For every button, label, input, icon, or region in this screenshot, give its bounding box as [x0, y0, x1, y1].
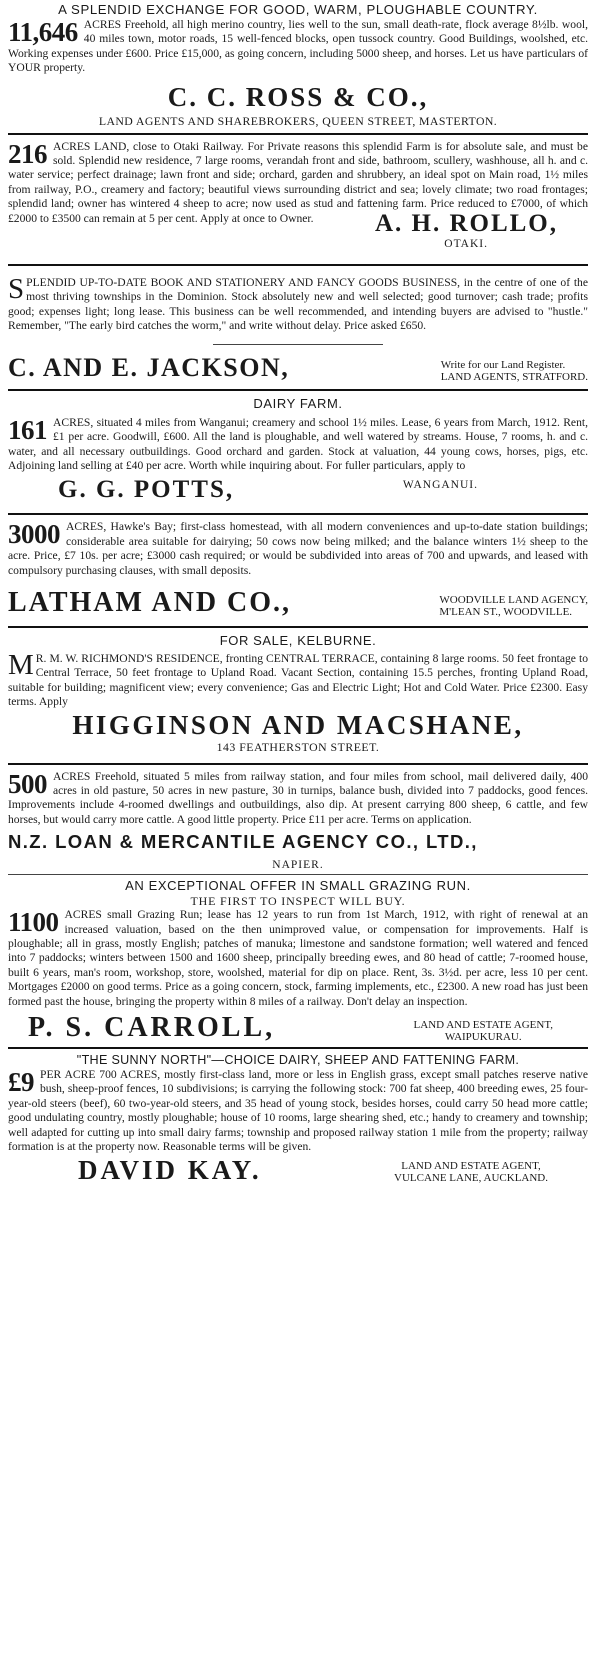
short-divider — [213, 344, 383, 345]
divider — [8, 874, 588, 875]
address-line: VULCANE LANE, AUCKLAND. — [394, 1172, 548, 1185]
ad-text: ACRES Freehold, all high merino country, lies well to the sun, small death-rate, flock average 8½lb. wool, 40 miles town, motor roads, 15 well-fenced blocks, open tussock country. Good Buildings, woolshed, etc. Working expenses under £600. Price £15,000, as going concern, including 5000 sheep, and horses. Let us have particulars of YOUR property. — [8, 18, 588, 75]
advertiser-row — [8, 1156, 588, 1184]
ad-lead-number: 500 — [8, 768, 47, 799]
ad-heading: AN EXCEPTIONAL OFFER IN SMALL GRAZING RUN. — [125, 878, 471, 894]
ad-text: PER ACRE 700 ACRES, mostly first-class land, more or less in English grass, except small patches reserve native bush, sheep-proof fences, 10 subdivisions; is carrying the following stock: 700 fat sheep, 400 breeding ewes, 25 four-year-old steers (beef), 60 two-year-old steers, and 35 head of young stock, besides horses, could carry 50 head more cattle; good undulating country, mostly ploughable; house of 10 rooms, large shearing shed, etc.; handy to creamery and township; well adapted for cutting up into small dairy farms; township and proposed railway station 1 mile from the property; railway formation is at the property now. Reasonable terms will be given. — [8, 1068, 588, 1154]
ad-potts — [8, 396, 588, 506]
ad-higginson — [8, 633, 588, 755]
advertiser-address — [441, 359, 588, 383]
advertiser-address — [414, 1019, 553, 1043]
ad-carroll — [8, 878, 588, 1043]
divider — [8, 389, 588, 391]
classified-page — [8, 0, 588, 1184]
divider — [8, 264, 588, 266]
ad-text: ACRES LAND, close to Otaki Railway. For Private reasons this splendid Farm is for absolute sale, and must be sold. Splendid new residence, 7 large rooms, verandah front and side, bathroom, scullery, washhouse, all h. and c. water service; perfect drainage; lawn front and side; orchard, garden and shrubbery, an ideal spot on Main road, 1½ miles from railway, P.O., creamery and factory; beautiful views surrounding district and sea; lovely climate; two road frontages; splendid land; owner has wintered 4 sheep to acre; now used as stud and fattening farm. Price reduced to £7000, of which £2000 to £3500 can remain at 5 per cent. Apply at once to Owner. — [8, 139, 588, 225]
ad-body — [8, 1068, 588, 1154]
ad-heading: FOR SALE, KELBURNE. — [219, 632, 377, 648]
advertiser-place: OTAKI. — [444, 238, 488, 251]
advertiser-name: LATHAM AND CO., — [8, 586, 292, 618]
divider — [8, 1047, 588, 1049]
ad-body — [8, 770, 588, 828]
advertiser-row — [8, 353, 588, 383]
ad-lead-number: 216 — [8, 138, 47, 169]
ad-text: ACRES small Grazing Run; lease has 12 years to run from 1st March, 1912, with right of renewal at an increased valuation, based on the then unimproved value, or compensation for improvements. Half is ploughable; all in grass, mostly English; patches of manuka; limestone and sandstone formation; well watered and fenced into 7 paddocks; winters between 1500 and 1600 sheep, principally breeding ewes, and 80 head of cattle; 7-roomed house, built 6 years, man's room, workshop, store, woolshed, material for dip on place. Rent, 3s. 3½d. per acre, less 10 per cent. Mortgages £2000 on good terms. Price as a going concern, stock, farming implements, etc., £2300. A new road has just been formed past the house, bringing the property within 8 miles of a railway. Don't delay an inspection. — [8, 908, 588, 1008]
advertiser-row — [8, 588, 588, 618]
advertiser-address — [394, 1160, 548, 1184]
advertiser-name: N.Z. LOAN & MERCANTILE AGENCY CO., LTD., — [8, 831, 478, 853]
advertiser-name: C. AND E. JACKSON, — [8, 352, 290, 382]
ad-drop-cap: M — [8, 648, 34, 681]
ad-rollo — [8, 140, 588, 250]
ad-lead-number: 11,646 — [8, 17, 78, 47]
advertiser-name: A. H. ROLLO, — [374, 210, 558, 238]
ad-body — [8, 416, 588, 474]
divider — [8, 513, 588, 515]
ad-text: ACRES, Hawke's Bay; first-class homestead, with all modern conveniences and up-to-date station buildings; considerable area suitable for dairying; 50 cows now being milked; and the balance winters 1½ sheep to the acre. Price, £7 10s. per acre; £3000 cash required; or would be subdivided into areas of 700 and upwards, and leased with compulsory purchasing clauses, with small deposits. — [8, 520, 588, 577]
ad-body — [8, 273, 588, 334]
advertiser-name: DAVID KAY. — [78, 1155, 262, 1186]
advertiser-name: G. G. POTTS, — [58, 476, 235, 504]
divider — [8, 626, 588, 628]
advertiser-row — [8, 475, 588, 505]
ad-body — [8, 908, 588, 1009]
address-line: WAIPUKURAU. — [444, 1031, 522, 1044]
ad-text: PLENDID UP-TO-DATE BOOK AND STATIONERY AND FANCY GOODS BUSINESS, in the centre of one of the most thriving townships in the Dominion. Stock absolutely new and well selected; good turnover; cash trade; profits good; expenses light; long lease. This business can be well recommended, and intending buyers are advised to "hustle." Remember, "The early bird catches the worm," and write without delay. Price asked £650. — [8, 276, 588, 333]
ad-text: R. M. W. RICHMOND'S RESIDENCE, fronting CENTRAL TERRACE, containing 8 large rooms. 50 feet frontage to Central Terrace, 50 feet frontage to Upland Road. Vacant Section, containing 15.5 perches, fronting Upland Road, suitable for building; magnificent view; every convenience; Gas and Electric Light; Hot and Cold Water. Price £2300. Easy terms. Apply — [8, 651, 588, 709]
ad-body — [8, 648, 588, 710]
ad-lead-number: £9 — [8, 1067, 34, 1098]
advertiser-address — [439, 594, 588, 618]
ad-drop-cap: S — [8, 273, 25, 306]
ad-nzloan — [8, 770, 588, 872]
ad-heading: A SPLENDID EXCHANGE FOR GOOD, WARM, PLOUGHABLE COUNTRY. — [58, 2, 538, 17]
advertiser-name: HIGGINSON AND MACSHANE, — [72, 709, 524, 740]
address-line: LAND AND ESTATE AGENT, — [401, 1160, 541, 1173]
ad-body — [8, 18, 588, 76]
advertiser-place: WANGANUI. — [402, 479, 478, 492]
address-line: LAND AND ESTATE AGENT, — [413, 1019, 553, 1032]
address-line: LAND AGENTS, STRATFORD. — [440, 370, 588, 383]
advertiser-name: C. C. ROSS & CO., — [167, 81, 429, 112]
ad-kay — [8, 1052, 588, 1184]
ad-lead-number: 3000 — [8, 519, 60, 550]
advertiser-name: P. S. CARROLL, — [28, 1012, 276, 1044]
ad-body — [8, 520, 588, 578]
ad-lead-number: 1100 — [8, 907, 59, 938]
address-line: WOODVILLE LAND AGENCY, — [439, 593, 588, 606]
advertiser-row — [8, 1013, 588, 1043]
ad-ross — [8, 2, 588, 129]
ad-lead-number: 161 — [8, 414, 47, 445]
ad-heading: "THE SUNNY NORTH"—CHOICE DAIRY, SHEEP AND FATTENING FARM. — [76, 1053, 520, 1068]
address-line: M'LEAN ST., WOODVILLE. — [439, 605, 573, 618]
divider — [8, 133, 588, 135]
advertiser-address: 143 FEATHERSTON STREET. — [216, 739, 380, 754]
advertiser-place: NAPIER. — [272, 859, 324, 872]
address-line: Write for our Land Register. — [440, 358, 566, 371]
ad-text: ACRES Freehold, situated 5 miles from railway station, and four miles from school, mail delivered daily, 400 acres in old pasture, 50 acres in new pasture, 30 in turnips, balance bush, divided into 7 paddocks, good fences. Improvements include 4-roomed dwellings and outbuildings, also dip. At present carrying 800 sheep, 6 cattle, and few horses, but would carry more cattle. A good little property. Price £11 per acre. Terms on application. — [8, 769, 588, 826]
ad-heading: DAIRY FARM. — [253, 395, 343, 411]
ad-latham — [8, 520, 588, 618]
ad-text: ACRES, situated 4 miles from Wanganui; creamery and school 1½ miles. Lease, 6 years from March, 1912. Rent, £1 per acre. Goodwill, £600. All the land is ploughable, and well watered by streams. House, 7 rooms, h. and c. water, and all necessary outbuildings. Good orchard and garden. Stock at valuation, 44 young cows, horses, pigs, etc. Adjoining land selling at £40 per acre. Worth while inquiring about. For fuller particulars, apply to — [8, 415, 588, 472]
divider — [8, 763, 588, 765]
ad-subheading: THE FIRST TO INSPECT WILL BUY. — [190, 894, 406, 909]
ad-jackson — [8, 273, 588, 383]
advertiser-address: LAND AGENTS AND SHAREBROKERS, QUEEN STREET, MASTERTON. — [98, 113, 498, 128]
